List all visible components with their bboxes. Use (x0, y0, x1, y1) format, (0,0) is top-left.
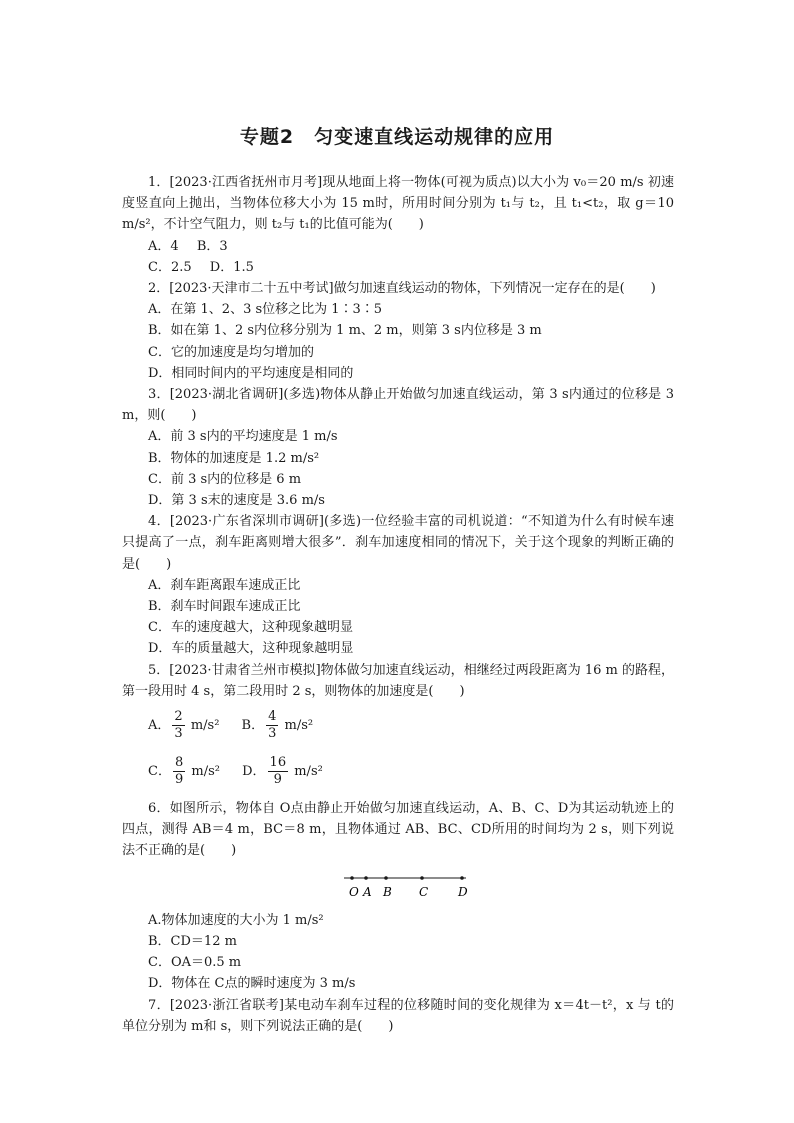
q3-option-a: A．前 3 s内的平均速度是 1 m/s (148, 429, 338, 445)
q5-option-a: A． $\frac{2}{3}$ m/s² (148, 709, 220, 742)
label-b: B (383, 884, 392, 899)
q5-options-cd (122, 752, 674, 792)
q2-option-c: C．它的加速度是均匀增加的 (148, 344, 314, 360)
page-title: 专题2 匀变速直线运动规律的应用 (239, 126, 555, 148)
fraction: $\frac{2}{3}$ (174, 709, 183, 742)
q4-option-c: C．车的速度越大，这种现象越明显 (148, 620, 353, 636)
q4-option-b: B．刹车时间跟车速成正比 (148, 599, 301, 615)
q5-stem: 5．[2023·甘肃省兰州市模拟]物体做匀加速直线运动，相继经过两段距离为 16 m 的路程，第一段用时 4 s，第二段用时 2 s，则物体的加速度是( ) (122, 662, 674, 699)
q5-options-ab (122, 706, 674, 746)
q6-option-d: D．物体在 C点的瞬时速度为 3 m/s (148, 976, 356, 992)
q1-option-d: D．1.5 (209, 259, 254, 275)
q3-option-d: D．第 3 s末的速度是 3.6 m/s (148, 493, 325, 509)
q2-option-a: A．在第 1、2、3 s位移之比为 1∶3∶5 (148, 302, 383, 318)
q4-option-d: D．车的质量越大，这种现象越明显 (148, 641, 354, 657)
q6-stem: 6．如图所示，物体自 O点由静止开始做匀加速直线运动，A、B、C、D为其运动轨迹上的四点，测得 AB＝4 m，BC＝8 m，且物体通过 AB、BC、CD所用的时间均为 2 s，则下列说法不正确的是( ) (122, 801, 674, 859)
fraction: $\frac{4}{3}$ (268, 709, 277, 742)
q1-option-a: A．4 (148, 238, 179, 254)
q5-option-b: B． $\frac{4}{3}$ m/s² (241, 709, 314, 742)
fraction: $\frac{16}{9}$ (269, 755, 287, 788)
motion-line-svg (340, 868, 470, 902)
q2-option-d: D．相同时间内的平均速度是相同的 (148, 365, 354, 381)
label-a: A (363, 884, 372, 899)
q3-option-c: C．前 3 s内的位移是 6 m (148, 471, 302, 487)
q3-option-b: B．物体的加速度是 1.2 m/s² (148, 450, 320, 466)
q2-stem: 2．[2023·天津市二十五中考试]做匀加速直线运动的物体，下列情况一定存在的是( ) (148, 281, 656, 297)
label-d: D (458, 884, 468, 899)
q5-option-d: D． $\frac{16}{9}$ m/s² (242, 755, 323, 788)
q7-stem: 7．[2023·浙江省联考]某电动车刹车过程的位移随时间的变化规律为 x＝4t－t²，x 与 t的单位分别为 m和 s，则下列说法正确的是( ) (122, 997, 674, 1034)
q6-option-c: C．OA＝0.5 m (148, 955, 242, 971)
question-list (122, 172, 674, 1037)
q1-option-b: B．3 (196, 238, 228, 254)
fraction: $\frac{8}{9}$ (174, 755, 184, 788)
point-b (384, 876, 388, 880)
label-o: O (349, 884, 359, 899)
q3-stem: 3．[2023·湖北省调研](多选)物体从静止开始做匀加速直线运动，第 3 s内通过的位移是 3 m，则( ) (122, 387, 674, 424)
q6-motion-diagram (122, 868, 674, 906)
point-o (350, 876, 354, 880)
label-c: C (419, 884, 429, 899)
q5-option-c: C． $\frac{8}{9}$ m/s² (148, 755, 220, 788)
q1-stem: 1．[2023·江西省抚州市月考]现从地面上将一物体(可视为质点)以大小为 v₀＝20 m/s 初速度竖直向上抛出，当物体位移大小为 15 m时，所用时间分别为 t₁与 t₂，且 t₁<t₂，取 g＝10 m/s²，不计空气阻力，则 t₂与 t₁的比值可能为( ) (122, 175, 674, 233)
q1-options-ab (122, 236, 674, 257)
point-c (420, 876, 424, 880)
q4-stem: 4．[2023·广东省深圳市调研](多选)一位经验丰富的司机说道：“不知道为什么有时候车速只提高了一点，刹车距离则增大很多”．刹车加速度相同的情况下，关于这个现象的判断正确的是( ) (122, 514, 674, 572)
q1-option-c: C．2.5 (148, 259, 192, 275)
q4-option-a: A．刹车距离跟车速成正比 (148, 577, 301, 593)
q6-option-b: B．CD＝12 m (148, 933, 237, 949)
q6-option-a: A.物体加速度的大小为 1 m/s² (148, 912, 324, 928)
point-d (460, 876, 464, 880)
q2-option-b: B．如在第 1、2 s内位移分别为 1 m、2 m，则第 3 s内位移是 3 m (148, 323, 542, 339)
q1-options-cd (122, 257, 674, 278)
point-a (364, 876, 368, 880)
